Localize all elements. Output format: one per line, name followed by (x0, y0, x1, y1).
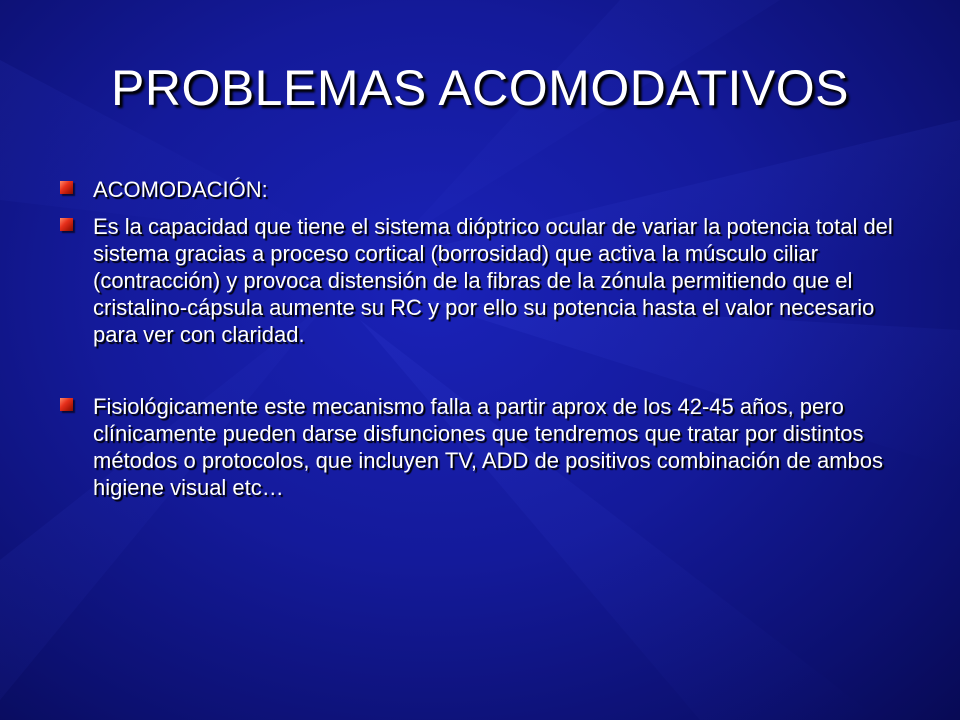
bullet-text: Fisiológicamente este mecanismo falla a partir aprox de los 42-45 años, pero clínicamente pueden darse disfunciones que tendremos que tratar por distintos métodos o protocolos, que incluyen TV, ADD de positivos combinación de ambos higiene visual etc… (93, 394, 884, 500)
bullet-item-definition (60, 213, 920, 348)
slide-title: PROBLEMAS ACOMODATIVOS (110, 60, 849, 116)
bullet-item-heading (60, 176, 920, 203)
red-square-bullet-icon (60, 181, 73, 194)
bullet-text: Es la capacidad que tiene el sistema dióptrico ocular de variar la potencia total del sistema gracias a proceso cortical (borrosidad) que activa la músculo ciliar (contracción) y provoca distensión de la fibras de la zónula permitiendo que el cristalino-cápsula aumente su RC y por ello su potencia hasta el valor necesario para ver con claridad. (93, 214, 893, 347)
red-square-bullet-icon (60, 398, 73, 411)
bullet-text: ACOMODACIÓN: (93, 177, 268, 202)
bullet-list (60, 176, 920, 501)
bullet-item-physiology (60, 393, 920, 501)
red-square-bullet-icon (60, 218, 73, 231)
